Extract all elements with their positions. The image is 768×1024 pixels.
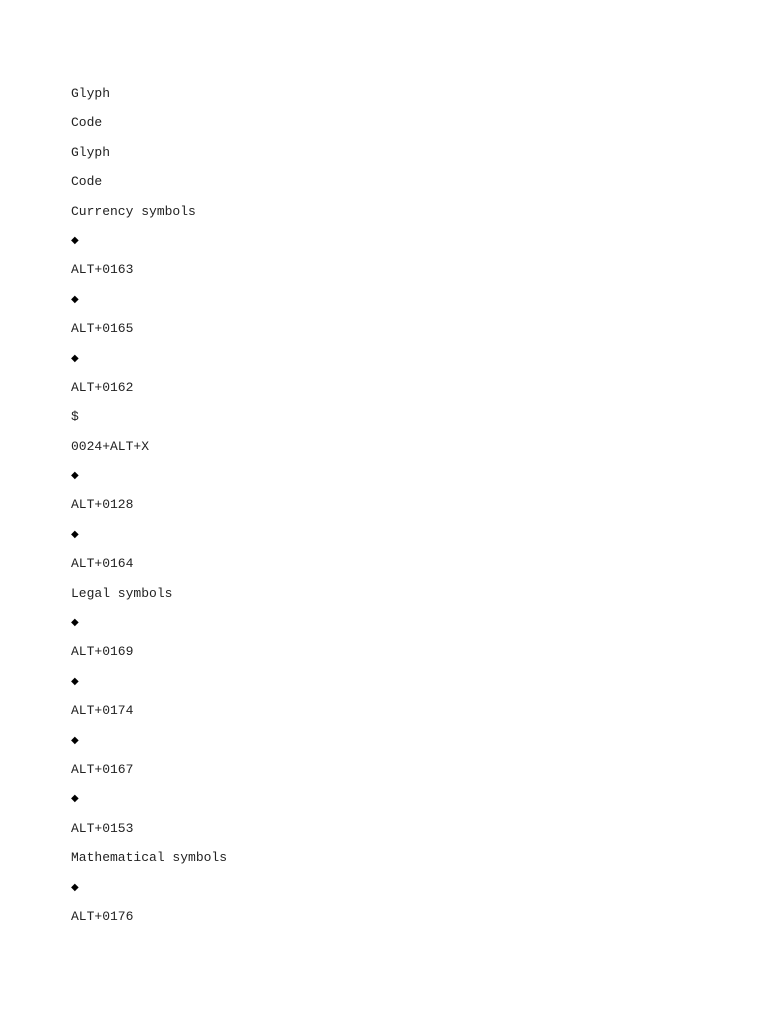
glyph-placeholder-icon: ◆ bbox=[71, 793, 79, 805]
section-heading: Mathematical symbols bbox=[71, 850, 228, 866]
code-cell: ALT+0167 bbox=[71, 761, 134, 777]
code-cell: ALT+0164 bbox=[71, 556, 134, 572]
glyph-placeholder-icon: ◆ bbox=[71, 352, 79, 364]
column-header: Glyph bbox=[71, 144, 111, 160]
code-cell: ALT+0163 bbox=[71, 262, 134, 278]
section-heading: Legal symbols bbox=[71, 585, 173, 601]
code-cell: ALT+0174 bbox=[71, 703, 134, 719]
symbol-table bbox=[71, 85, 227, 937]
code-cell: 0024+ALT+X bbox=[71, 438, 150, 454]
code-cell: ALT+0153 bbox=[71, 820, 134, 836]
column-header: Code bbox=[71, 115, 103, 131]
code-cell: ALT+0128 bbox=[71, 497, 134, 513]
glyph-placeholder-icon: ◆ bbox=[71, 675, 79, 687]
glyph-placeholder-icon: ◆ bbox=[71, 881, 79, 893]
glyph-placeholder-icon: ◆ bbox=[71, 617, 79, 629]
code-cell: ALT+0176 bbox=[71, 908, 134, 924]
glyph-placeholder-icon: ◆ bbox=[71, 293, 79, 305]
section-heading: Currency symbols bbox=[71, 203, 196, 219]
code-cell: ALT+0169 bbox=[71, 644, 134, 660]
glyph-placeholder-icon: ◆ bbox=[71, 470, 79, 482]
column-header: Code bbox=[71, 174, 103, 190]
glyph-placeholder-icon: ◆ bbox=[71, 234, 79, 246]
glyph-cell: $ bbox=[71, 409, 79, 425]
column-header: Glyph bbox=[71, 86, 111, 101]
glyph-placeholder-icon: ◆ bbox=[71, 734, 79, 746]
code-cell: ALT+0162 bbox=[71, 379, 134, 395]
glyph-placeholder-icon: ◆ bbox=[71, 528, 79, 540]
code-cell: ALT+0165 bbox=[71, 321, 134, 337]
